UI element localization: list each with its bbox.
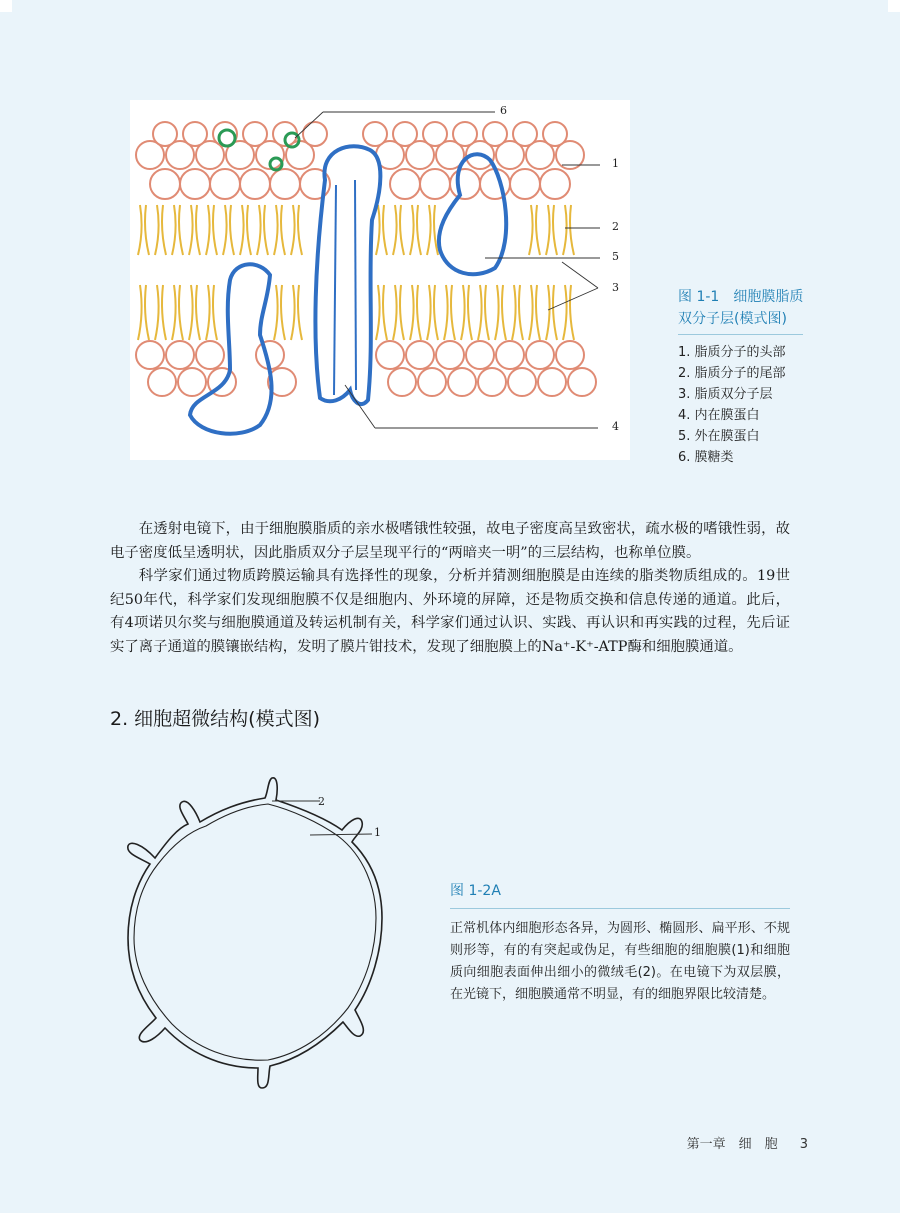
- section-heading: 2. 细胞超微结构(模式图): [110, 708, 320, 730]
- lipid-tail: [138, 285, 142, 340]
- callout-1: 1: [612, 157, 619, 170]
- lipid-head: [453, 122, 477, 146]
- lipid-head: [510, 169, 540, 199]
- lipid-head: [556, 341, 584, 369]
- lipid-tail: [546, 285, 550, 340]
- lipid-head: [540, 169, 570, 199]
- lipid-tail: [393, 285, 397, 340]
- callout-4: 4: [612, 420, 619, 433]
- lipid-tail: [281, 285, 285, 340]
- lipid-tail: [553, 205, 557, 255]
- lipid-tail: [393, 205, 397, 255]
- lipid-head: [450, 169, 480, 199]
- lipid-tail: [434, 205, 438, 255]
- callout-2: 2: [318, 795, 325, 808]
- lipid-head: [153, 122, 177, 146]
- lipid-head: [423, 122, 447, 146]
- lipid-tail: [264, 205, 268, 255]
- lipid-tail: [196, 205, 200, 255]
- lipid-tail: [291, 285, 295, 340]
- lipid-tail: [206, 285, 210, 340]
- lipid-head: [150, 169, 180, 199]
- lipid-tail: [230, 205, 234, 255]
- lipid-head: [393, 122, 417, 146]
- lipid-head: [418, 368, 446, 396]
- figure-1-1-caption-line-1: 图 1-1 细胞膜脂质: [678, 289, 804, 305]
- lipid-head: [303, 122, 327, 146]
- chapter-label: 第一章 细 胞: [686, 1137, 778, 1152]
- lipid-tail: [417, 285, 421, 340]
- lipid-tail: [213, 205, 217, 255]
- lipid-head: [568, 368, 596, 396]
- caption-divider: [678, 334, 803, 335]
- caption-divider: [450, 908, 790, 909]
- lipid-tail: [512, 285, 516, 340]
- page-footer: [669, 1133, 808, 1152]
- lipid-head: [243, 122, 267, 146]
- leader-1: [310, 834, 372, 835]
- lipid-tail: [240, 205, 244, 255]
- lipid-tail: [162, 285, 166, 340]
- protein-channel-line: [334, 185, 336, 395]
- lipid-tail: [257, 205, 261, 255]
- lipid-tail: [162, 205, 166, 255]
- lipid-tail: [189, 205, 193, 255]
- lipid-bilayer-figure: [130, 100, 630, 460]
- lipid-head: [166, 341, 194, 369]
- lipid-head: [136, 341, 164, 369]
- lipid-tail: [417, 205, 421, 255]
- lipid-tail: [155, 205, 159, 255]
- lipid-head: [148, 368, 176, 396]
- cell-membrane-outer: [128, 778, 382, 1088]
- lipid-head: [210, 169, 240, 199]
- lipid-head: [240, 169, 270, 199]
- lipid-tail: [536, 285, 540, 340]
- lipid-tail: [383, 205, 387, 255]
- cell-outline-figure: [110, 770, 420, 1120]
- crop-mark-right: [888, 0, 900, 12]
- body-text: [110, 518, 790, 659]
- lipid-tail: [189, 285, 193, 340]
- lipid-head: [183, 122, 207, 146]
- lipid-tail: [172, 285, 176, 340]
- lipid-head: [538, 368, 566, 396]
- callout-3: 3: [612, 281, 619, 294]
- lipid-head: [543, 122, 567, 146]
- lipid-tail: [223, 205, 227, 255]
- lipid-tail: [291, 205, 295, 255]
- integral-protein: [315, 146, 380, 404]
- lipid-tail: [298, 285, 302, 340]
- lipid-head: [526, 341, 554, 369]
- lipid-head: [180, 169, 210, 199]
- crop-mark-left: [0, 0, 12, 12]
- lipid-tail: [468, 285, 472, 340]
- lipid-head: [406, 341, 434, 369]
- lipid-tail: [196, 285, 200, 340]
- lipid-tail: [529, 285, 533, 340]
- lipid-tail: [529, 205, 533, 255]
- lipid-head: [483, 122, 507, 146]
- lipid-tail: [213, 285, 217, 340]
- lipid-tail: [383, 285, 387, 340]
- lipid-tail: [179, 205, 183, 255]
- callout-5: 5: [612, 250, 619, 263]
- legend-item: 1. 脂质分子的头部: [678, 345, 786, 360]
- figure-1-2a-caption-body: 正常机体内细胞形态各异，为圆形、椭圆形、扁平形、不规则形等，有的有突起或伪足，有些细胞的细胞膜(1)和细胞质向细胞表面伸出细小的微绒毛(2)。在电镜下为双层膜，在光镜下，细胞膜通常不明显，有的细胞界限比较清楚。: [450, 921, 790, 1002]
- lipid-tail: [145, 285, 149, 340]
- lipid-tail: [274, 205, 278, 255]
- cell-membrane-inner: [134, 804, 376, 1060]
- lipid-tail: [427, 285, 431, 340]
- lipid-tail: [478, 285, 482, 340]
- lipid-bilayer-drawing: [130, 100, 630, 460]
- lipid-head: [478, 368, 506, 396]
- legend-item: 4. 内在膜蛋白: [678, 408, 760, 423]
- lipid-head: [436, 341, 464, 369]
- lipid-tail: [138, 205, 142, 255]
- lipid-tail: [400, 285, 404, 340]
- lipid-tail: [247, 205, 251, 255]
- legend-item: 2. 脂质分子的尾部: [678, 366, 786, 381]
- lipid-tail: [563, 205, 567, 255]
- lipid-tail: [155, 285, 159, 340]
- lipid-tail: [502, 285, 506, 340]
- lipid-tail: [451, 285, 455, 340]
- callout-6: 6: [500, 104, 507, 117]
- lipid-head: [376, 341, 404, 369]
- callout-1: 1: [374, 826, 381, 839]
- lipid-head: [496, 341, 524, 369]
- lipid-head: [508, 368, 536, 396]
- lipid-head: [178, 368, 206, 396]
- lipid-tail: [519, 285, 523, 340]
- lipid-tail: [206, 205, 210, 255]
- lipid-tail: [570, 285, 574, 340]
- lipid-head: [390, 169, 420, 199]
- lipid-head: [388, 368, 416, 396]
- lipid-tail: [274, 285, 278, 340]
- lipid-tail: [485, 285, 489, 340]
- legend-item: 3. 脂质双分子层: [678, 387, 773, 402]
- lipid-tail: [172, 205, 176, 255]
- lipid-head: [448, 368, 476, 396]
- lipid-tail: [427, 205, 431, 255]
- lipid-head: [513, 122, 537, 146]
- lipid-tail: [570, 205, 574, 255]
- lipid-head: [196, 341, 224, 369]
- lipid-tail: [410, 205, 414, 255]
- lipid-tail: [400, 205, 404, 255]
- protein-channel-line: [355, 180, 356, 390]
- figure-1-1-legend: [678, 342, 786, 468]
- lipid-tail: [410, 285, 414, 340]
- lipid-tail: [376, 285, 380, 340]
- lipid-tail: [546, 205, 550, 255]
- lipid-tail: [495, 285, 499, 340]
- lipid-tail: [553, 285, 557, 340]
- lipid-head: [466, 341, 494, 369]
- lipid-head: [420, 169, 450, 199]
- lipid-tail: [434, 285, 438, 340]
- lipid-tail: [145, 205, 149, 255]
- lipid-tail: [536, 205, 540, 255]
- lipid-tail: [444, 285, 448, 340]
- legend-item: 5. 外在膜蛋白: [678, 429, 760, 444]
- lipid-tail: [376, 205, 380, 255]
- lipid-head: [270, 169, 300, 199]
- lipid-tail: [563, 285, 567, 340]
- paragraph: 科学家们通过物质跨膜运输具有选择性的现象，分析并猜测细胞膜是由连续的脂类物质组成的。19世纪50年代，科学家们发现细胞膜不仅是细胞内、外环境的屏障，还是物质交换和信息传递的通道。此后，有4项诺贝尔奖与细胞膜通道及转运机制有关，科学家们通过认识、实践、再认识和再实践的过程，先后证实了离子通道的膜镶嵌结构，发明了膜片钳技术，发现了细胞膜上的Na⁺-K⁺-ATP酶和细胞膜通道。: [110, 568, 790, 655]
- lipid-head: [363, 122, 387, 146]
- lipid-tail: [461, 285, 465, 340]
- lipid-tail: [179, 285, 183, 340]
- page-number: 3: [799, 1137, 808, 1152]
- lipid-head: [480, 169, 510, 199]
- paragraph: 在透射电镜下，由于细胞膜脂质的亲水极嗜锇性较强，故电子密度高呈致密状，疏水极的嗜锇性弱，故电子密度低呈透明状，因此脂质双分子层呈现平行的“两暗夹一明”的三层结构，也称单位膜。: [110, 521, 790, 561]
- callout-2: 2: [612, 220, 619, 233]
- figure-1-1-caption-line-2: 双分子层(模式图): [678, 311, 787, 327]
- lipid-tail: [298, 205, 302, 255]
- lipid-tail: [281, 205, 285, 255]
- legend-item: 6. 膜糖类: [678, 450, 734, 465]
- figure-1-2a-caption-title: 图 1-2A: [450, 883, 501, 899]
